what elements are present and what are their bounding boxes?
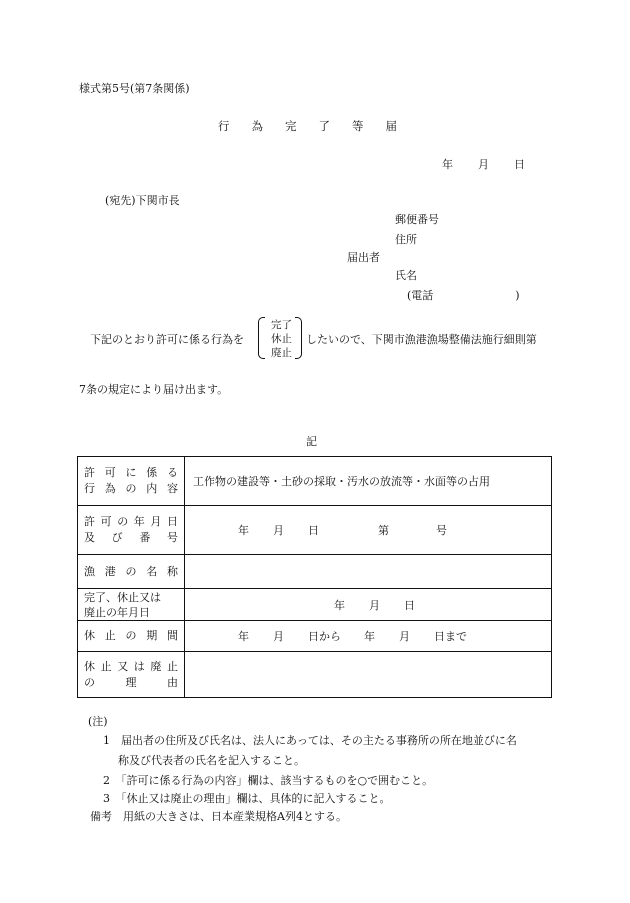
label-line: 廃止の年月日 — [84, 605, 150, 619]
label-char: 止 — [166, 659, 178, 673]
body-text-before: 下記のとおり許可に係る行為を — [90, 333, 244, 346]
label-char: 容 — [167, 482, 178, 495]
label-char: 号 — [166, 531, 178, 544]
label-char: 称 — [167, 564, 178, 578]
note-1-line-2: 称及び代表者の氏名を記入すること。 — [118, 754, 305, 767]
label-char: は — [133, 659, 145, 673]
notes-heading: (注) — [88, 715, 108, 728]
table-row — [78, 652, 552, 698]
year-label: 年 — [334, 598, 345, 612]
ki-heading: 記 — [306, 435, 317, 448]
label-char: 由 — [167, 675, 178, 689]
name-label: 氏名 — [395, 269, 417, 282]
addressee: (宛先)下関市長 — [105, 194, 180, 207]
month-label: 月 — [399, 630, 410, 643]
remark: 備考 用紙の大きさは、日本産業規格A列4とする。 — [90, 810, 347, 823]
option-complete: 完了 — [271, 319, 292, 331]
label-char: 止 — [100, 659, 112, 673]
row-label-completion-date — [78, 589, 185, 621]
row-label-suspension-period — [78, 621, 185, 652]
postal-code-label: 郵便番号 — [395, 213, 439, 226]
table-row — [78, 621, 552, 652]
label-char: 年 — [133, 515, 145, 528]
label-char: の — [125, 629, 137, 642]
details-table — [77, 456, 552, 698]
label-char: 可 — [104, 466, 116, 479]
note-3: 3 「休止又は廃止の理由」欄は、具体的に記入すること。 — [103, 792, 391, 805]
right-brace — [295, 317, 302, 359]
label-line: 完了、休止又は — [84, 590, 161, 604]
title-char: 等 — [352, 119, 364, 133]
left-brace — [258, 317, 265, 359]
year-label: 年 — [238, 524, 249, 537]
label-char: 間 — [167, 629, 178, 642]
year-label: 年 — [442, 158, 453, 171]
label-char: 内 — [146, 482, 158, 495]
label-char: 名 — [146, 564, 158, 578]
label-char: 休 — [84, 659, 95, 673]
row-label-port-name — [78, 555, 185, 589]
label-char: 係 — [146, 466, 158, 479]
title-char: 為 — [251, 119, 263, 133]
label-char: 日 — [166, 515, 178, 528]
to-day-label: 日まで — [434, 630, 467, 643]
label-char: 期 — [146, 629, 158, 642]
table-row — [78, 555, 552, 589]
table-row — [78, 457, 552, 506]
note-1-line-1: 1 届出者の住所及び氏名は、法人にあっては、その主たる事務所の所在地並びに名 — [103, 734, 517, 747]
action-options-brace — [258, 317, 302, 359]
year-label: 年 — [364, 630, 375, 643]
label-char: 止 — [104, 629, 116, 642]
table-row — [78, 506, 552, 555]
label-char: 休 — [84, 629, 95, 642]
label-char: る — [167, 466, 178, 479]
note-2: 2 「許可に係る行為の内容」欄は、該当するものを○で囲むこと。 — [103, 774, 434, 787]
row-label-permit-action — [78, 457, 185, 506]
phone-close: ) — [515, 289, 520, 302]
number-prefix: 第 — [378, 524, 389, 537]
label-char: 港 — [104, 564, 116, 578]
label-char: 又 — [117, 659, 129, 673]
body-text-after: したいので、下関市漁港漁場整備法施行細則第 — [306, 333, 537, 346]
option-abolish: 廃止 — [271, 347, 292, 359]
document-title — [218, 118, 419, 134]
notifier-label: 届出者 — [347, 251, 380, 264]
label-char: 及 — [84, 531, 95, 544]
title-char: 行 — [218, 119, 230, 133]
permit-action-options[interactable]: 工作物の建設等・土砂の採取・汚水の放流等・水面等の占用 — [185, 457, 552, 506]
port-name-field[interactable] — [185, 555, 552, 589]
label-char: に — [125, 466, 137, 479]
label-char: の — [84, 675, 95, 689]
day-label: 日 — [514, 158, 525, 171]
day-label: 日 — [308, 524, 319, 537]
label-char: 許 — [84, 466, 95, 479]
label-char: 廃 — [150, 659, 162, 673]
label-char: 番 — [139, 531, 151, 544]
body-text-line2: 7条の規定により届け出ます。 — [79, 383, 229, 396]
title-char: 了 — [318, 119, 330, 133]
suspension-period-field[interactable] — [185, 621, 552, 652]
label-char: の — [125, 482, 137, 495]
row-label-permit-date-number — [78, 506, 185, 555]
reason-field[interactable] — [185, 652, 552, 698]
completion-date-field[interactable] — [185, 589, 552, 621]
month-label: 月 — [478, 158, 489, 171]
label-char: 理 — [125, 675, 137, 689]
month-label: 月 — [273, 630, 284, 643]
title-char: 届 — [385, 119, 397, 133]
option-suspend: 休止 — [271, 333, 292, 345]
year-label: 年 — [238, 630, 249, 643]
label-char: 月 — [150, 515, 162, 528]
permit-date-number-field[interactable] — [185, 506, 552, 555]
form-number: 様式第5号(第7条関係) — [79, 82, 190, 95]
label-char: 行 — [84, 482, 95, 495]
title-char: 完 — [285, 119, 297, 133]
day-label: 日 — [404, 598, 415, 612]
month-label: 月 — [273, 524, 284, 537]
label-char: び — [111, 531, 123, 544]
table-row — [78, 589, 552, 621]
phone-open: (電話 — [407, 289, 434, 302]
label-char: の — [117, 515, 129, 528]
label-char: 許 — [84, 515, 95, 528]
row-label-reason — [78, 652, 185, 698]
submission-date — [442, 156, 550, 172]
label-char: 漁 — [84, 564, 95, 578]
from-day-label: 日から — [308, 630, 341, 643]
label-char: 為 — [104, 482, 116, 495]
address-label: 住所 — [395, 233, 417, 246]
phone-label — [407, 287, 520, 303]
label-char: 可 — [100, 515, 112, 528]
number-suffix: 号 — [436, 524, 447, 537]
month-label: 月 — [369, 598, 380, 612]
label-char: の — [125, 564, 137, 578]
